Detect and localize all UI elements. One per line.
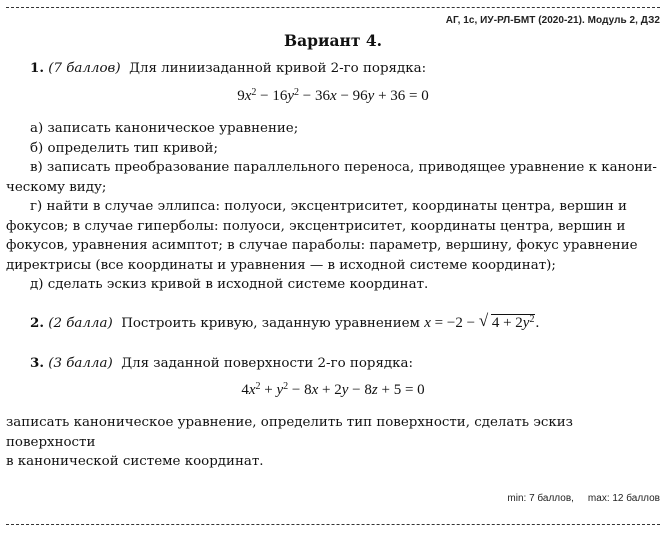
variant-title: Вариант 4. [283,31,383,50]
problem-3-text-line-1: записать каноническое уравнение, определить тип поверхности, сделать эскиз поверхности [6,415,573,450]
min-score: min: 7 баллов, [507,493,574,504]
problem-3-intro: Для заданной поверхности 2-го порядка: [121,356,414,371]
item-c: в) записать преобразование параллельного переноса, приводящее уравнение к канони- [30,160,657,175]
problem-1-points: (7 баллов) [48,61,121,76]
problem-2-points: (2 балла) [48,316,113,331]
problem-3-equation: $4x^2 + y^2 - 8x + 2y - 8z + 5 = 0$ [241,381,425,398]
item-e: д) сделать эскиз кривой в исходной системе координат. [30,277,429,292]
item-c-cont: ческому виду; [6,179,107,195]
problem-2-number: 2. [30,315,44,331]
course-header: АГ, 1с, ИУ-РЛ-БМТ (2020-21). Модуль 2, ДЗ2 [445,15,660,26]
max-score: max: 12 баллов [587,493,660,504]
item-d: г) найти в случае эллипса: полуоси, эксцентриситет, координаты центра, вершин и [30,199,627,214]
problem-2-equation: x = −2 − √ $4 + 2y^2$. [424,311,540,331]
problem-2-text: Построить кривую, заданную уравнением [121,316,420,331]
problem-3-number: 3. [30,355,44,371]
item-a: а) записать каноническое уравнение; [30,121,299,136]
score-footer [507,493,660,504]
item-b: б) определить тип кривой; [30,140,218,156]
item-d-cont-2: фокусов, уравнения асимптот; в случае параболы: параметр, вершину, фокус уравнение [6,238,638,253]
problem-1-items [6,119,660,295]
problem-3-text-line-2: в канонической системе координат. [6,454,264,469]
top-cut-line [6,7,660,8]
item-d-cont-1: фокусов; в случае гиперболы: полуоси, эксцентриситет, координаты центра, вершин и [6,218,626,234]
bottom-cut-line [6,524,660,525]
problem-2 [6,311,660,334]
item-d-cont-3: директрисы (все координаты и уравнения — в исходной системе координат); [6,257,556,273]
problem-3-heading [6,354,660,374]
problem-1-number: 1. [30,60,44,76]
problem-3-text [6,413,660,472]
problem-1-equation: $9x^2 - 16y^2 - 36x - 96y + 36 = 0$ [237,87,429,104]
problem-3-points: (3 балла) [48,356,113,371]
problem-1-heading [6,59,660,79]
problem-1-intro: Для линиизаданной кривой 2-го порядка: [129,61,427,76]
